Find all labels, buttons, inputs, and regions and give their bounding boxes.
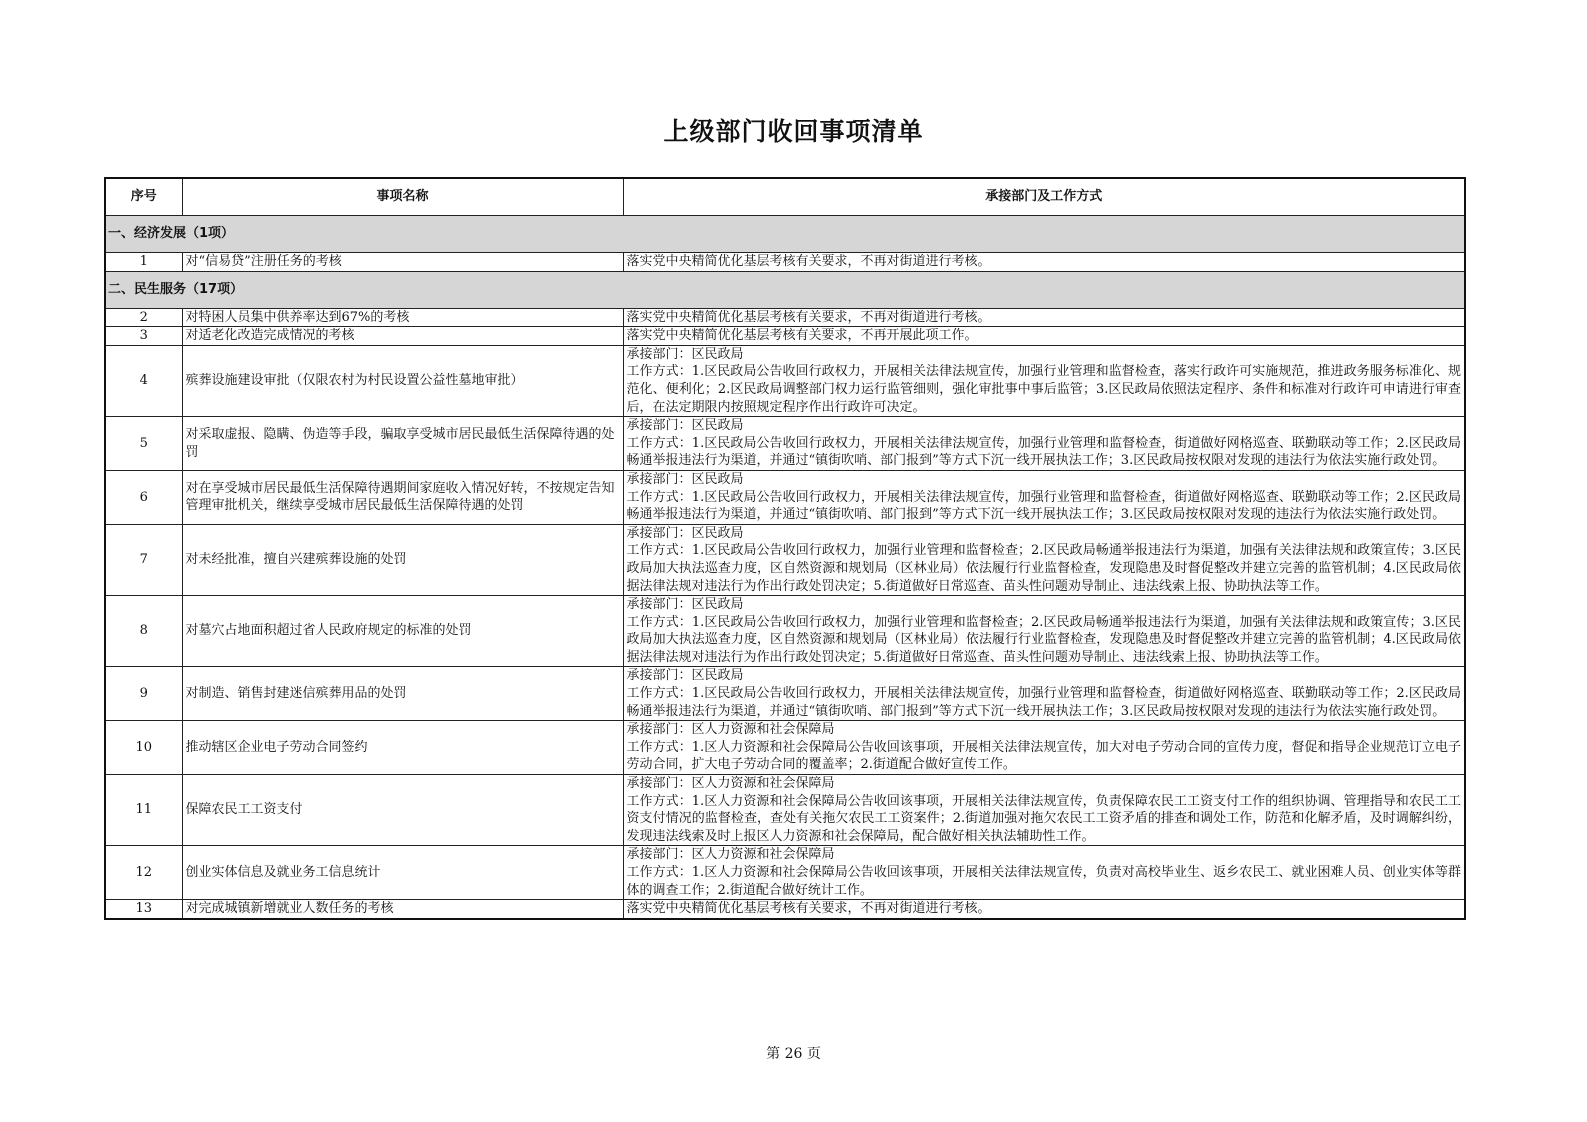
row-method-text: 工作方式：1.区民政局公告收回行政权力，开展相关法律法规宣传，加强行业管理和监督检查，街道做好网格巡查、联勤联动等工作；2.区民政局畅通举报违法行为渠道，并通过“镇街吹哨、部门报到”等方式下沉一线开展执法工作；3.区民政局按权限对发现的违法行为依法实施行政处罚。 <box>626 489 1461 523</box>
row-department: 承接部门：区民政局 <box>626 418 744 434</box>
row-item-name: 创业实体信息及就业务工信息统计 <box>182 846 623 900</box>
row-method <box>623 900 1465 919</box>
row-method-text: 工作方式：1.区民政局公告收回行政权力，开展相关法律法规宣传，加强行业管理和监督检查，街道做好网格巡查、联勤联动等工作；2.区民政局畅通举报违法行为渠道，并通过“镇街吹哨、部门报到”等方式下沉一线开展执法工作；3.区民政局按权限对发现的违法行为依法实施行政处罚。 <box>626 435 1461 469</box>
row-item-name: 对未经批准，擅自兴建殡葬设施的处罚 <box>182 524 623 595</box>
table-row <box>105 470 1465 524</box>
header-seq: 序号 <box>105 178 182 216</box>
table-body <box>105 216 1465 919</box>
row-method <box>623 846 1465 900</box>
row-seq: 4 <box>105 345 182 416</box>
row-seq: 12 <box>105 846 182 900</box>
row-method-text: 工作方式：1.区人力资源和社会保障局公告收回该事项，开展相关法律法规宣传，负责保障农民工工资支付工作的组织协调、管理指导和农民工工资支付情况的监督检查，查处有关拖欠农民工工资案件；2.街道加强对拖欠农民工工资矛盾的排查和调处工作，防范和化解矛盾，及时调解纠纷，发现违法线索及时上报区人力资源和社会保障局，配合做好相关执法辅助性工作。 <box>626 793 1461 844</box>
row-method <box>623 470 1465 524</box>
row-method-text: 工作方式：1.区人力资源和社会保障局公告收回该事项，开展相关法律法规宣传，负责对高校毕业生、返乡农民工、就业困难人员、创业实体等群体的调查工作；2.街道配合做好统计工作。 <box>626 865 1461 898</box>
table-row <box>105 253 1465 272</box>
table-row <box>105 417 1465 471</box>
page-number: 第 26 页 <box>766 1046 821 1062</box>
section-row <box>105 216 1465 253</box>
row-item-name: 对适老化改造完成情况的考核 <box>182 327 623 346</box>
table-row <box>105 900 1465 919</box>
header-method: 承接部门及工作方式 <box>623 178 1465 216</box>
row-method-text: 工作方式：1.区人力资源和社会保障局公告收回该事项，开展相关法律法规宣传，加大对电子劳动合同的宣传力度，督促和指导企业规范订立电子劳动合同，扩大电子劳动合同的覆盖率；2.街道配合做好宣传工作。 <box>626 739 1461 773</box>
withdrawn-items-table <box>104 177 1466 920</box>
row-item-name: 对特困人员集中供养率达到67%的考核 <box>182 308 623 327</box>
row-department: 承接部门：区民政局 <box>626 346 744 362</box>
row-item-name: 推动辖区企业电子劳动合同签约 <box>182 721 623 775</box>
row-method <box>623 417 1465 471</box>
table-row <box>105 667 1465 721</box>
row-department: 承接部门：区民政局 <box>626 668 744 684</box>
row-item-name: 对墓穴占地面积超过省人民政府规定的标准的处罚 <box>182 596 623 667</box>
table-row <box>105 596 1465 667</box>
row-item-name: 对采取虚报、隐瞒、伪造等手段，骗取享受城市居民最低生活保障待遇的处罚 <box>182 417 623 471</box>
section-label: 一、经济发展（1项） <box>105 216 1465 253</box>
row-method <box>623 721 1465 775</box>
row-department: 承接部门：区人力资源和社会保障局 <box>626 722 835 738</box>
row-seq: 11 <box>105 775 182 846</box>
row-item-name: 对“信易贷”注册任务的考核 <box>182 253 623 272</box>
row-method <box>623 345 1465 416</box>
table-row <box>105 345 1465 416</box>
row-seq: 10 <box>105 721 182 775</box>
row-method-text: 落实党中央精简优化基层考核有关要求，不再对街道进行考核。 <box>626 309 991 325</box>
row-seq: 5 <box>105 417 182 471</box>
row-method <box>623 524 1465 595</box>
row-seq: 1 <box>105 253 182 272</box>
row-method-text: 落实党中央精简优化基层考核有关要求，不再对街道进行考核。 <box>626 254 991 269</box>
row-department: 承接部门：区人力资源和社会保障局 <box>626 776 835 792</box>
row-method <box>623 253 1465 272</box>
row-seq: 8 <box>105 596 182 667</box>
row-method <box>623 327 1465 346</box>
row-item-name: 对制造、销售封建迷信殡葬用品的处罚 <box>182 667 623 721</box>
row-seq: 13 <box>105 900 182 919</box>
table-row <box>105 327 1465 346</box>
table-row <box>105 308 1465 327</box>
row-item-name: 殡葬设施建设审批（仅限农村为村民设置公益性墓地审批） <box>182 345 623 416</box>
row-method <box>623 775 1465 846</box>
row-method-text: 工作方式：1.区民政局公告收回行政权力，加强行业管理和监督检查；2.区民政局畅通举报违法行为渠道，加强有关法律法规和政策宣传；3.区民政局加大执法巡查力度，区自然资源和规划局（区林业局）依法履行行业监督检查，发现隐患及时督促整改并建立完善的监管机制；4.区民政局依据法律法规对违法行为作出行政处罚决定；5.街道做好日常巡查、苗头性问题劝导制止、违法线索上报、协助执法等工作。 <box>626 543 1461 594</box>
section-row <box>105 271 1465 308</box>
row-method-text: 落实党中央精简优化基层考核有关要求，不再对街道进行考核。 <box>626 901 991 917</box>
table-row <box>105 846 1465 900</box>
row-seq: 2 <box>105 308 182 327</box>
row-item-name: 对完成城镇新增就业人数任务的考核 <box>182 900 623 919</box>
row-seq: 3 <box>105 327 182 346</box>
row-method-text: 工作方式：1.区民政局公告收回行政权力，加强行业管理和监督检查；2.区民政局畅通举报违法行为渠道，加强有关法律法规和政策宣传；3.区民政局加大执法巡查力度，区自然资源和规划局（区林业局）依法履行行业监督检查，发现隐患及时督促整改并建立完善的监管机制；4.区民政局依据法律法规对违法行为作出行政处罚决定；5.街道做好日常巡查、苗头性问题劝导制止、违法线索上报、协助执法等工作。 <box>626 614 1461 665</box>
table-row <box>105 775 1465 846</box>
header-name: 事项名称 <box>182 178 623 216</box>
table-header-row <box>105 178 1465 216</box>
row-seq: 6 <box>105 470 182 524</box>
row-department: 承接部门：区民政局 <box>626 471 744 487</box>
table-row <box>105 524 1465 595</box>
row-method <box>623 596 1465 667</box>
section-label: 二、民生服务（17项） <box>105 271 1465 308</box>
row-method-text: 落实党中央精简优化基层考核有关要求，不再开展此项工作。 <box>626 328 978 344</box>
row-method <box>623 667 1465 721</box>
row-department: 承接部门：区民政局 <box>626 525 744 541</box>
page-title: 上级部门收回事项清单 <box>663 117 924 146</box>
row-item-name: 对在享受城市居民最低生活保障待遇期间家庭收入情况好转，不按规定告知管理审批机关，继续享受城市居民最低生活保障待遇的处罚 <box>182 470 623 524</box>
row-method-text: 工作方式：1.区民政局公告收回行政权力，开展相关法律法规宣传，加强行业管理和监督检查，落实行政许可实施规范，推进政务服务标准化、规范化、便利化；2.区民政局调整部门权力运行监管细则，强化审批事中事后监管；3.区民政局依照法定程序、条件和标准对行政许可申请进行审查后，在法定期限内按照规定程序作出行政许可决定。 <box>626 364 1461 415</box>
row-method <box>623 308 1465 327</box>
row-seq: 7 <box>105 524 182 595</box>
row-department: 承接部门：区民政局 <box>626 597 744 613</box>
row-method-text: 工作方式：1.区民政局公告收回行政权力，开展相关法律法规宣传，加强行业管理和监督检查，街道做好网格巡查、联勤联动等工作；2.区民政局畅通举报违法行为渠道，并通过“镇街吹哨、部门报到”等方式下沉一线开展执法工作；3.区民政局按权限对发现的违法行为依法实施行政处罚。 <box>626 686 1461 719</box>
row-item-name: 保障农民工工资支付 <box>182 775 623 846</box>
table-row <box>105 721 1465 775</box>
row-department: 承接部门：区人力资源和社会保障局 <box>626 847 835 863</box>
row-seq: 9 <box>105 667 182 721</box>
